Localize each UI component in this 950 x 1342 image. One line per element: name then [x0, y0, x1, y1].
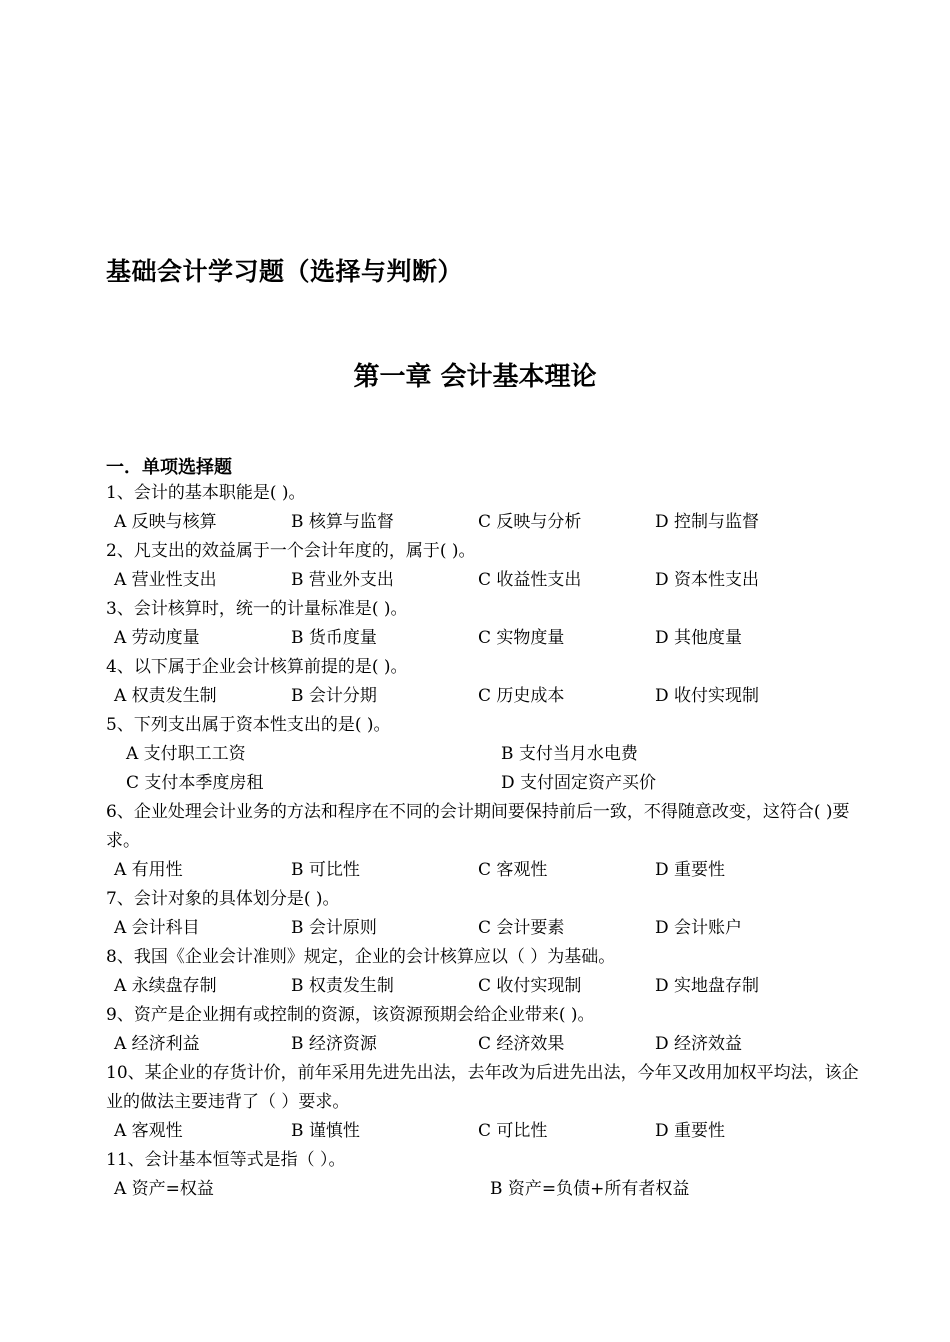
option-row	[106, 1117, 866, 1146]
option-row	[106, 682, 866, 711]
option: A 支付职工工资	[126, 744, 246, 764]
option: D 收付实现制	[655, 686, 760, 706]
option-row	[106, 566, 866, 595]
option: B 会计原则	[291, 918, 377, 938]
option: D 重要性	[655, 1121, 726, 1141]
option-row	[106, 740, 866, 769]
option: D 其他度量	[655, 628, 743, 648]
option: B 货币度量	[291, 628, 377, 648]
question-text: 2、凡支出的效益属于一个会计年度的，属于( )。	[106, 541, 476, 561]
option: D 控制与监督	[655, 512, 760, 532]
question-text: 8、我国《企业会计准则》规定，企业的会计核算应以（ ）为基础。	[106, 947, 616, 967]
question-list	[106, 479, 866, 1204]
option: A 劳动度量	[114, 628, 200, 648]
question-text: 3、会计核算时，统一的计量标准是( )。	[106, 599, 408, 619]
option: D 经济效益	[655, 1034, 743, 1054]
option: B 支付当月水电费	[501, 744, 638, 764]
option: A 永续盘存制	[114, 976, 217, 996]
option: B 核算与监督	[291, 512, 394, 532]
option-row	[106, 1030, 866, 1059]
chapter-title: 第一章 会计基本理论	[353, 362, 597, 392]
option-row	[106, 624, 866, 653]
option: C 经济效果	[478, 1034, 565, 1054]
option: D 支付固定资产买价	[501, 773, 657, 793]
option: A 会计科目	[114, 918, 200, 938]
question-text: 11、会计基本恒等式是指（ ）。	[106, 1150, 346, 1170]
option: B 可比性	[291, 860, 360, 880]
option: A 客观性	[114, 1121, 183, 1141]
option: A 经济利益	[114, 1034, 200, 1054]
question-text: 7、会计对象的具体划分是( )。	[106, 889, 340, 909]
option: C 反映与分析	[478, 512, 582, 532]
option: B 经济资源	[291, 1034, 377, 1054]
option: D 资本性支出	[655, 570, 760, 590]
option: A 资产=权益	[114, 1179, 214, 1199]
option: D 重要性	[655, 860, 726, 880]
option-row	[106, 1175, 866, 1204]
option: C 客观性	[478, 860, 548, 880]
document-title: 基础会计学习题（选择与判断）	[106, 257, 464, 286]
option: B 营业外支出	[291, 570, 394, 590]
option: B 权责发生制	[291, 976, 394, 996]
option: B 资产=负债+所有者权益	[490, 1179, 690, 1199]
option: C 收益性支出	[478, 570, 582, 590]
question-text: 6、企业处理会计业务的方法和程序在不同的会计期间要保持前后一致，不得随意改变，这符合( )要求。	[106, 802, 850, 851]
option: C 支付本季度房租	[126, 773, 264, 793]
option: C 会计要素	[478, 918, 565, 938]
option: B 谨慎性	[291, 1121, 360, 1141]
question-text: 10、某企业的存货计价，前年采用先进先出法，去年改为后进先出法，今年又改用加权平均法，该企业的做法主要违背了（ ）要求。	[106, 1063, 859, 1112]
option: D 会计账户	[655, 918, 743, 938]
section-title: 一．单项选择题	[106, 457, 232, 478]
option-row	[106, 914, 866, 943]
question-text: 5、下列支出属于资本性支出的是( )。	[106, 715, 391, 735]
option: A 反映与核算	[114, 512, 217, 532]
option: C 收付实现制	[478, 976, 582, 996]
option: A 有用性	[114, 860, 183, 880]
question-text: 9、资产是企业拥有或控制的资源，该资源预期会给企业带来( )。	[106, 1005, 595, 1025]
option: A 营业性支出	[114, 570, 217, 590]
option-row	[106, 972, 866, 1001]
option: A 权责发生制	[114, 686, 217, 706]
option-row	[106, 856, 866, 885]
option: C 实物度量	[478, 628, 565, 648]
option: D 实地盘存制	[655, 976, 760, 996]
option-row	[106, 769, 866, 798]
option-row	[106, 508, 866, 537]
option: B 会计分期	[291, 686, 377, 706]
question-text: 4、以下属于企业会计核算前提的是( )。	[106, 657, 408, 677]
option: C 历史成本	[478, 686, 565, 706]
option: C 可比性	[478, 1121, 548, 1141]
question-text: 1、会计的基本职能是( )。	[106, 483, 306, 503]
